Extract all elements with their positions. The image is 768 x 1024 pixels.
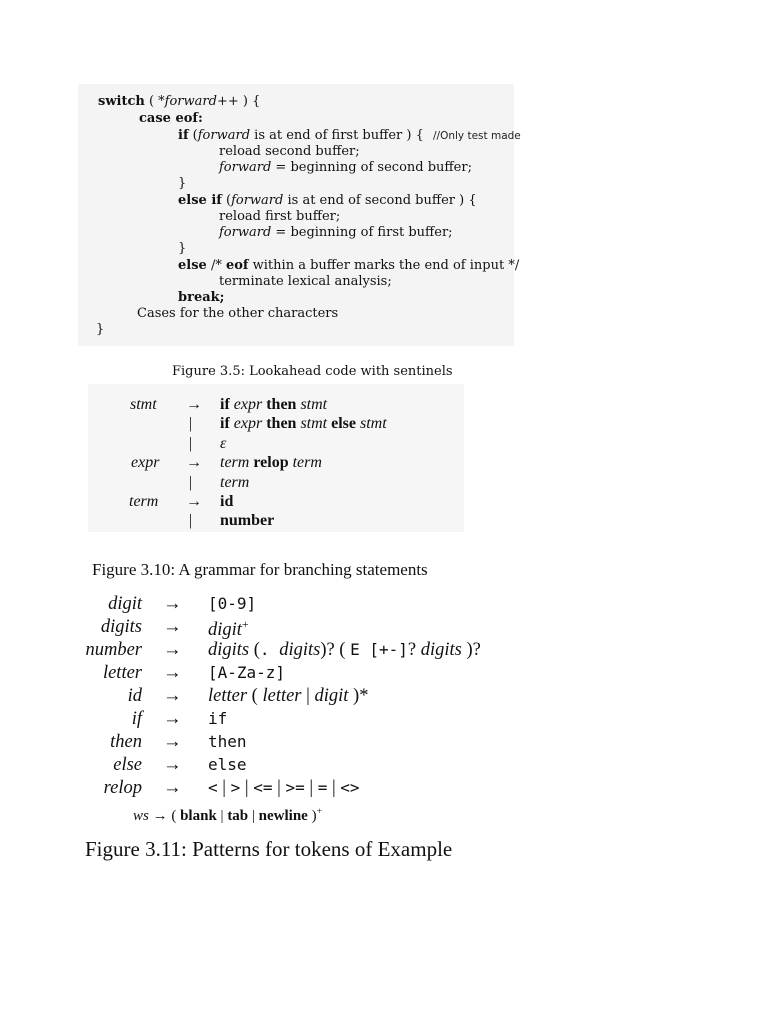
- code-line-8: reload first buffer;: [219, 209, 341, 224]
- arrow-icon: →: [186, 396, 202, 413]
- code-line-10: }: [178, 241, 187, 256]
- figure-3-11-caption: Figure 3.11: Patterns for tokens of Example: [85, 837, 453, 861]
- alternative-bar: |: [189, 474, 193, 491]
- figure-3-5-caption: Figure 3.5: Lookahead code with sentinels: [172, 364, 453, 379]
- code-line-14: Cases for the other characters: [137, 306, 339, 321]
- arrow-icon: →: [186, 493, 202, 510]
- pattern-lhs-digit: digit: [108, 594, 142, 614]
- grammar-lhs-stmt: stmt: [130, 396, 157, 413]
- code-line-9: forward = beginning of first buffer;: [219, 225, 453, 240]
- pattern-lhs-relop: relop: [103, 778, 142, 798]
- arrow-icon: →: [163, 663, 182, 683]
- pattern-lhs-id: id: [127, 686, 142, 706]
- code-line-11: else /* eof within a buffer marks the end of input */: [178, 258, 520, 273]
- code-line-6: }: [178, 176, 187, 191]
- pattern-rhs-then: then: [208, 732, 247, 751]
- pattern-lhs-digits: digits: [100, 617, 142, 637]
- pattern-lhs-letter: letter: [102, 663, 142, 683]
- pattern-rhs-id: letter ( letter | digit )*: [208, 686, 369, 706]
- grammar-rule-7: number: [220, 512, 275, 529]
- arrow-icon: →: [163, 755, 182, 775]
- code-line-13: break;: [178, 290, 225, 305]
- grammar-rule-3: ε: [220, 435, 227, 452]
- arrow-icon: →: [163, 709, 182, 729]
- arrow-icon: →: [163, 686, 182, 706]
- pattern-lhs-if: if: [131, 709, 142, 729]
- alternative-bar: |: [189, 435, 193, 452]
- pattern-lhs-number: number: [85, 640, 142, 660]
- code-line-3: if (forward is at end of first buffer ) {: [178, 128, 424, 143]
- pattern-rhs-if: if: [208, 709, 228, 728]
- alternative-bar: |: [189, 415, 193, 432]
- grammar-rule-2: if expr then stmt else stmt: [220, 415, 387, 432]
- grammar-lhs-expr: expr: [131, 454, 160, 471]
- code-line-1: switch ( *forward++ ) {: [98, 94, 261, 109]
- grammar-rule-5: term: [220, 474, 250, 491]
- code-line-7: else if (forward is at end of second buffer ) {: [178, 193, 477, 208]
- handwritten-note: //Only test made: [433, 130, 521, 142]
- grammar-rule-6: id: [220, 493, 234, 510]
- arrow-icon: →: [163, 617, 182, 637]
- pattern-rhs-digit: [0-9]: [208, 594, 257, 613]
- alternative-bar: |: [189, 512, 193, 529]
- arrow-icon: →: [163, 778, 182, 798]
- pattern-rhs-digits: digit+: [208, 617, 249, 641]
- grammar-lhs-term: term: [129, 493, 159, 510]
- pattern-lhs-then: then: [110, 732, 142, 752]
- pattern-lhs-else: else: [113, 755, 142, 775]
- arrow-icon: →: [163, 640, 182, 660]
- pattern-ws: ws → ( blank | tab | newline )+: [133, 806, 323, 824]
- grammar-rule-1: if expr then stmt: [220, 396, 328, 413]
- arrow-icon: →: [163, 594, 182, 614]
- pattern-rhs-else: else: [208, 755, 247, 774]
- code-line-12: terminate lexical analysis;: [219, 274, 392, 289]
- arrow-icon: →: [186, 454, 202, 471]
- pattern-rhs-letter: [A-Za-z]: [208, 663, 286, 682]
- grammar-rule-4: term relop term: [220, 454, 322, 471]
- code-line-2: case eof:: [139, 111, 203, 126]
- arrow-icon: →: [163, 732, 182, 752]
- figure-3-10-caption: Figure 3.10: A grammar for branching statements: [92, 560, 428, 579]
- code-line-4: reload second buffer;: [219, 144, 360, 159]
- pattern-rhs-relop: < | > | <= | >= | = | <>: [208, 778, 360, 798]
- code-line-15: }: [96, 322, 105, 337]
- code-line-5: forward = beginning of second buffer;: [219, 160, 472, 175]
- pattern-rhs-number: digits (. digits)? ( E [+-]? digits )?: [208, 640, 481, 660]
